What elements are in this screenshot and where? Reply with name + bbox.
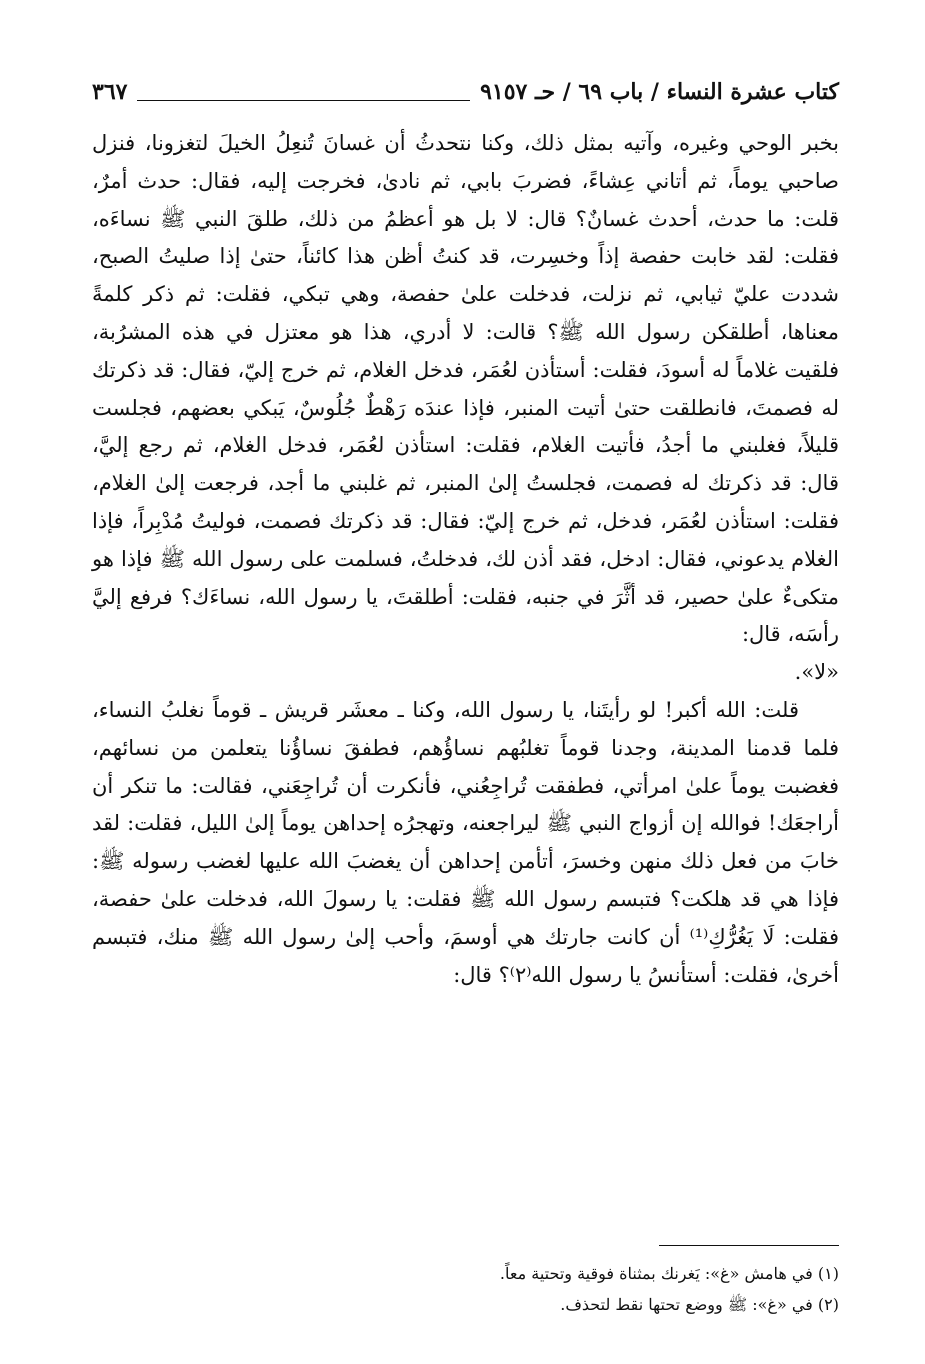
main-text <box>92 125 839 994</box>
paragraph: قلت: الله أكبر! لو رأيتَنا، يا رسول الله، وكنا ـ معشَر قريش ـ قوماً نغلبُ النساء، فلما قدمنا المدينة، وجدنا قوماً تغلبُهم نساؤُهم، فطفقَ نساؤُنا يتعلمن من نسائهم، فغضبت يوماً علىٰ امرأتي، فطفقت تُراجِعُني، فأنكرت أن تُراجِعَني، فقالت: ما تنكر أن أراجعَك! فوالله إن أزواج النبي ﷺ ليراجعنه، وتهجرُه إحداهن يوماً إلىٰ الليل، فقلت: لقد خابَ من فعل ذلك منهن وخسرَ، أتأمن إحداهن أن يغضبَ الله عليها لغضب رسوله ﷺ: فإذا هي قد هلكت؟ فتبسم رسول الله ﷺ فقلت: يا رسولَ الله، فدخلت علىٰ حفصة، فقلت: لَا يَغُرُّكِ⁽¹⁾ أن كانت جارتك هي أوسمَ، وأحب إلىٰ رسول الله ﷺ منك، فتبسم أخرىٰ، فقلت: أستأنسُ يا رسول الله⁽٢⁾؟ قال: <box>92 697 839 987</box>
footnote-separator <box>659 1245 839 1246</box>
paragraph-quote: «لا». <box>794 660 839 685</box>
page-number: ٣٦٧ <box>92 79 128 105</box>
footnote: (٢) في «غ»: ﷺ ووضع تحتها نقط لتحذف. <box>560 1295 839 1314</box>
running-head-rule <box>137 100 470 101</box>
running-head-title: كتاب عشرة النساء / باب ٦٩ / حـ ٩١٥٧ <box>480 79 839 105</box>
running-head <box>92 72 839 112</box>
footnote: (١) في هامش «غ»: يَغرنك بمثناة فوقية وتحتية معاً. <box>499 1264 839 1283</box>
paragraph: بخبر الوحي وغيره، وآتيه بمثل ذلك، وكنا نتحدثُ أن غسانَ تُنعِلُ الخيلَ لتغزونا، فنزل صاحبي يوماً، ثم أتاني عِشاءً، فضربَ بابي، ثم نادىٰ، فخرجت إليه، فقال: حدث أمرٌ، قلت: ما حدث، أحدث غسانٌ؟ قال: لا بل هو أعظمُ من ذلك، طلقَ النبي ﷺ نساءَه، فقلت: لقد خابت حفصة إذاً وخسِرت، قد كنتُ أظن هذا كائناً، حتىٰ إذا صليتُ الصبح، شددت عليّ ثيابي، ثم نزلت، فدخلت علىٰ حفصة، وهي تبكي، فقلت: ثم ذكر كلمةً معناها، أطلقكن رسول الله ﷺ؟ قالت: لا أدري، هذا هو معتزل في هذه المشرُبة، فلقيت غلاماً له أسودَ، فقلت: أستأذن لعُمَر، فدخل الغلام، ثم خرج إليّ، فقال: قد ذكرتك له فصمتَ، فانطلقت حتىٰ أتيت المنبر، فإذا عندَه رَهْطٌ جُلُوسٌ، يَبكي بعضهم، فجلست قليلاً، فغلبني ما أجدُ، فأتيت الغلام، فقلت: استأذن لعُمَر، فدخل الغلام، ثم رجع إليَّ، قال: قد ذكرتك له فصمت، فجلستُ إلىٰ المنبر، ثم غلبني ما أجد، فرجعت إلىٰ الغلام، فقلت: استأذن لعُمَر، فدخل، ثم خرج إليّ: فقال: قد ذكرتك فصمت، فوليتُ مُدْبِراً، فإذا الغلام يدعوني، فقال: ادخل، فقد أذن لك، فدخلتُ، فسلمت على رسول الله ﷺ فإذا هو متكىءٌ علىٰ حصير، قد أثَّرَ في جنبه، فقلت: أطلقتَ، يا رسول الله، نساءَك؟ فرفع إليَّ رأسَه، قال: <box>92 131 839 647</box>
footnotes <box>92 1258 839 1320</box>
